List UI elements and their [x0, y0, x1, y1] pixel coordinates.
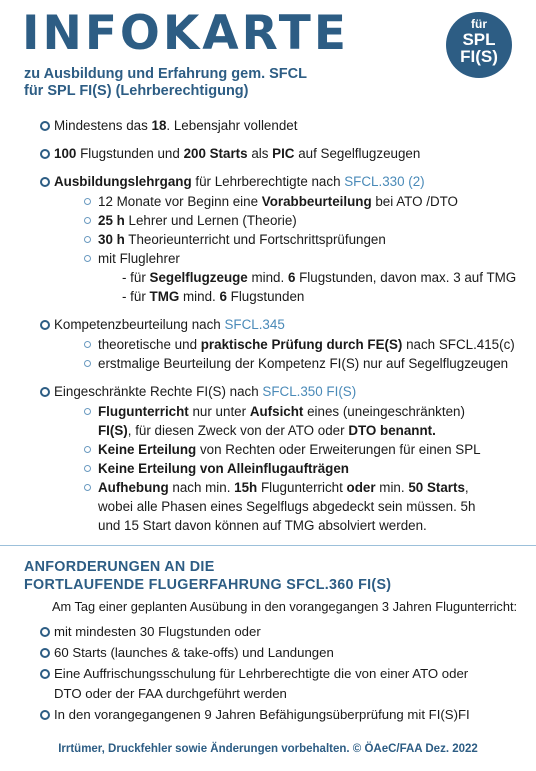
list-item: Ausbildungslehrgang für Lehrberechtigte nach SFCL.330 (2) 12 Monate vor Beginn eine Vorabbeurteilung bei ATO /DTO 25 h Lehrer und Lernen (Theorie) 30 h Theorieunterricht und Fortschrittsprüfungen mit Fluglehrer - für Segelflugzeuge mind. 6 Flugstunden, davon max. 3 auf TMG - für TMG mind. 6 Flugstunden: [40, 172, 530, 306]
bullet-icon: [40, 669, 50, 679]
bullet-icon: [84, 236, 91, 243]
sub-list-item: Aufhebung nach min. 15h Flugunterricht oder min. 50 Starts, wobei alle Phasen eines Segelflugs abgedeckt sein müssen. 5h und 15 Start davon können auf TMG absolviert werden.: [84, 478, 530, 535]
sub-list-item: erstmalige Beurteilung der Kompetenz FI(S) nur auf Segelflugzeugen: [84, 354, 530, 373]
experience-list: [40, 622, 530, 726]
list-item: Eine Auffrischungsschulung für Lehrberechtigte die von einer ATO oder DTO oder der FAA durchgeführt werden: [40, 664, 530, 704]
bullet-icon: [40, 177, 50, 187]
list-item: In den vorangegangenen 9 Jahren Befähigungsüberprüfung mit FI(S)FI: [40, 705, 530, 725]
sub-list-item: Keine Erteilung von Rechten oder Erweiterungen für einen SPL: [84, 440, 530, 459]
section-intro: Am Tag einer geplanten Ausübung in den vorangegangen 3 Jahren Flugunterricht:: [52, 599, 518, 614]
bullet-icon: [40, 121, 50, 131]
bullet-icon: [84, 198, 91, 205]
sub-list-item: 30 h Theorieunterricht und Fortschrittsprüfungen: [84, 230, 530, 249]
footer-disclaimer: Irrtümer, Druckfehler sowie Änderungen vorbehalten. © ÖAeC/FAA Dez. 2022: [58, 743, 478, 755]
bullet-icon: [84, 217, 91, 224]
sub-list-item: theoretische und praktische Prüfung durch FE(S) nach SFCL.415(c): [84, 335, 530, 354]
sub-list: [84, 192, 530, 306]
bullet-icon: [40, 648, 50, 658]
bullet-icon: [40, 320, 50, 330]
sub-list-item: 25 h Lehrer und Lernen (Theorie): [84, 211, 530, 230]
requirements-list: [40, 116, 530, 544]
page-title: INFOKARTE: [22, 6, 349, 61]
list-item: 100 Flugstunden und 200 Starts als PIC auf Segelflugzeugen: [40, 144, 530, 163]
regulation-link[interactable]: SFCL.330 (2): [344, 174, 425, 189]
page-subtitle: zu Ausbildung und Erfahrung gem. SFCL für SPL FI(S) (Lehrberechtigung): [24, 66, 307, 99]
list-item: Kompetenzbeurteilung nach SFCL.345 theoretische und praktische Prüfung durch FE(S) nach SFCL.415(c) erstmalige Beurteilung der Kompetenz FI(S) nur auf Segelflugzeugen: [40, 315, 530, 373]
section-divider: [0, 545, 536, 546]
bullet-icon: [40, 710, 50, 720]
regulation-link[interactable]: SFCL.350 FI(S): [262, 384, 357, 399]
bullet-icon: [40, 387, 50, 397]
regulation-link[interactable]: SFCL.345: [224, 317, 285, 332]
list-item: mit mindesten 30 Flugstunden oder: [40, 622, 530, 642]
list-item: Eingeschränkte Rechte FI(S) nach SFCL.350 FI(S) Flugunterricht nur unter Aufsicht eines (uneingeschränkten) FI(S), für diesen Zweck von der ATO oder DTO benannt. Keine Erteilung von Rechten oder Erweiterungen für einen SPL Keine Erteilung von Alleinflugaufträgen Aufhebung nach min. 15h Flugunterricht oder min. 50 Starts, wobei alle Phasen eines Segelflugs abgedeckt sein müssen. 5h und 15 Start davon können auf TMG absolviert werden.: [40, 382, 530, 535]
sub-list: [84, 402, 530, 535]
dash-item: - für Segelflugzeuge mind. 6 Flugstunden, davon max. 3 auf TMG: [122, 270, 517, 285]
bullet-icon: [84, 465, 91, 472]
list-item: 60 Starts (launches & take-offs) und Landungen: [40, 643, 530, 663]
bullet-icon: [40, 627, 50, 637]
bullet-icon: [84, 360, 91, 367]
bullet-icon: [84, 484, 91, 491]
bullet-icon: [84, 446, 91, 453]
list-item: Mindestens das 18. Lebensjahr vollendet: [40, 116, 530, 135]
bullet-icon: [84, 341, 91, 348]
bullet-icon: [84, 408, 91, 415]
sub-list-item: Flugunterricht nur unter Aufsicht eines (uneingeschränkten) FI(S), für diesen Zweck von der ATO oder DTO benannt.: [84, 402, 530, 440]
spl-fi-badge: für SPL FI(S): [446, 12, 512, 78]
sub-list-item: mit Fluglehrer - für Segelflugzeuge mind. 6 Flugstunden, davon max. 3 auf TMG - für TMG mind. 6 Flugstunden: [84, 249, 530, 306]
bullet-icon: [40, 149, 50, 159]
bullet-icon: [84, 255, 91, 262]
dash-item: - für TMG mind. 6 Flugstunden: [122, 289, 305, 304]
sub-list-item: Keine Erteilung von Alleinflugaufträgen: [84, 459, 530, 478]
sub-list-item: 12 Monate vor Beginn eine Vorabbeurteilung bei ATO /DTO: [84, 192, 530, 211]
sub-list: [84, 335, 530, 373]
section-heading: ANFORDERUNGEN AN DIE FORTLAUFENDE FLUGERFAHRUNG SFCL.360 FI(S): [24, 559, 392, 593]
